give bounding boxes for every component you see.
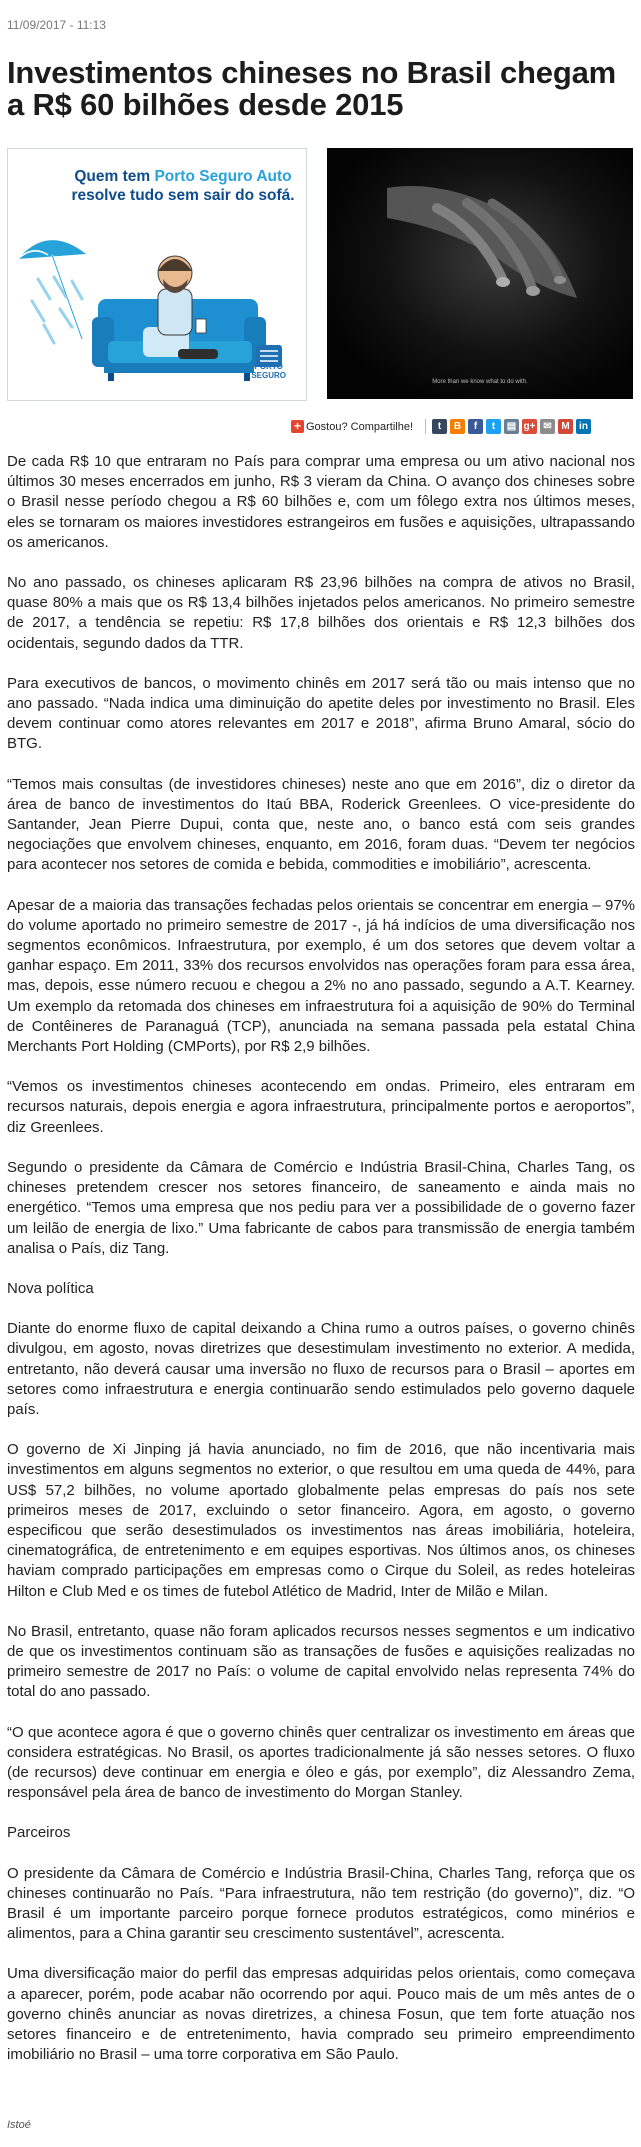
paragraph: No Brasil, entretanto, quase não foram aplicados recursos nesses segmentos e um indicativo de que os investimentos continuam são as transações de fusões e aquisições realizadas no primeiro semestre de 2017 no País: o volume de capital envolvido nelas representa 74% do total do ano passado.: [7, 1622, 635, 1701]
share-bar: [291, 418, 594, 435]
email-icon[interactable]: ✉: [540, 419, 555, 434]
video-player[interactable]: [327, 148, 633, 399]
ad-logo-text: [251, 362, 286, 380]
ad-headline-pre: Quem tem: [74, 168, 155, 185]
googleplus-icon[interactable]: g+: [523, 421, 536, 432]
paragraph: “O que acontece agora é que o governo chinês quer centralizar os investimento em áreas que considera estratégicas. No Brasil, os aportes tradicionalmente já são nesses setores. O fluxo (de recursos) deve continuar em energia e óleo e gás, por exemplo”, diz Alessandro Zema, responsável pela área de banco de investimento do Morgan Stanley.: [7, 1723, 635, 1802]
article-date: 11/09/2017 - 11:13: [7, 18, 106, 32]
share-label[interactable]: Gostou? Compartilhe!: [306, 420, 413, 433]
paragraph: No ano passado, os chineses aplicaram R$ 23,96 bilhões na compra de ativos no Brasil, quase 80% a mais que os R$ 13,4 bilhões injetados pelos americanos. No primeiro semestre de 2017, a tendência se repetiu: R$ 17,8 bilhões dos orientais e R$ 12,3 bilhões dos ocidentais, segundo dados da TTR.: [7, 574, 635, 652]
gmail-icon[interactable]: M: [558, 419, 573, 434]
article-title: Investimentos chineses no Brasil chegam a R$ 60 bilhões desde 2015: [7, 55, 616, 122]
ad-logo-line2: SEGURO: [251, 371, 286, 380]
twitter-icon[interactable]: t: [486, 419, 501, 434]
ad-headline-brand: Porto Seguro Auto: [154, 168, 292, 185]
paragraph: O governo de Xi Jinping já havia anunciado, no fim de 2016, que não incentivaria mais investimentos em alguns segmentos no exterior, o que resultou em uma queda de 44%, para US$ 57,2 bilhões, no volume aportado globalmente pelas empresas do país nos sete primeiros meses de 2017, excluindo o setor financeiro. Agora, em agosto, o governo especificou que serão desestimulados os investimentos nas áreas imobiliária, hoteleira, cinematográfica, de entretenimento e em equipes esportivas. Nos últimos anos, os chineses haviam comprado participações em empresas como o Cirque du Soleil, as redes hoteleiras Hilton e Club Med e os times de futebol Atlético de Madrid, Inter de Milão e Milan.: [7, 1441, 635, 1600]
linkedin-icon[interactable]: in: [576, 419, 591, 434]
video-caption: More than we know what to do with.: [432, 379, 528, 385]
section-heading: Parceiros: [7, 1824, 71, 1842]
paragraph: Diante do enorme fluxo de capital deixando a China rumo a outros países, o governo chinês divulgou, em agosto, novas diretrizes que desestimulam investimento no exterior. A medida, entretanto, não deverá causar uma inversão no fluxo de recursos para o Brasil – aportes em setores como infraestrutura e energia continuarão sendo estimulados pelo governo daquele país.: [7, 1320, 635, 1418]
paragraph: “Temos mais consultas (de investidores chineses) neste ano que em 2016”, diz o diretor da área de banco de investimentos do Itaú BBA, Roderick Greenlees. O vice-presidente do Santander, Jean Pierre Dupui, conta que, neste ano, o banco está com seis grandes negociações que envolvem chineses, enquanto, em 2016, foram duas. “Devem ter negócios para acontecer nos setores de comida e bebida, commodities e imobiliário”, acrescenta.: [7, 775, 635, 874]
paragraph: “Vemos os investimentos chineses acontecendo em ondas. Primeiro, eles entraram em recursos naturais, depois energia e agora infraestrutura, principalmente portos e aeroportos”, diz Greenlees.: [7, 1078, 635, 1136]
print-icon[interactable]: ▤: [504, 419, 519, 434]
ad-logo-line1: PORTO: [254, 362, 283, 371]
paragraph: O presidente da Câmara de Comércio e Indústria Brasil-China, Charles Tang, reforça que os chineses continuarão no País. “Para infraestrutura, não tem restrição (do governo)”, diz. “O Brasil é um importante parceiro porque fornece produtos estratégicos, como minérios e alimentos, para a China garantir seu crescimento sustentável”, acrescenta.: [7, 1864, 635, 1943]
tumblr-icon[interactable]: t: [432, 419, 447, 434]
ad-headline-post: resolve tudo sem sair do sofá.: [71, 187, 295, 204]
advertisement-banner[interactable]: [7, 148, 307, 401]
share-divider: [425, 419, 426, 434]
paragraph: Para executivos de bancos, o movimento chinês em 2017 será tão ou mais intenso que no ano passado. “Nada indica uma diminuição do apetite deles por investimento no Brasil. Eles devem continuar como atores relevantes em 2017 e 2018”, afirma Bruno Amaral, sócio do BTG.: [7, 674, 635, 753]
paragraph: Uma diversificação maior do perfil das empresas adquiridas pelos orientais, como começava a aparecer, porém, pode acabar não ocorrendo por aqui. Pouco mais de um mês antes de o governo chinês anunciar as novas diretrizes, a chinesa Fosun, que tem forte atuação nos setores financeiro e de entretenimento, havia comprado seu primeiro empreendimento imobiliário no Brasil – uma torre corporativa em São Paulo.: [7, 1965, 635, 2064]
facebook-icon[interactable]: f: [468, 419, 483, 434]
article-body: [7, 452, 635, 2085]
blogger-icon[interactable]: B: [450, 419, 465, 434]
paragraph: De cada R$ 10 que entraram no País para comprar uma empresa ou um ativo nacional nos últimos 30 meses encerrados em junho, R$ 3 vieram da China. O avanço dos chineses sobre o Brasil nesse período chegou a R$ 60 bilhões e, com um fôlego extra nos últimos meses, eles se tornaram os maiores investidores estrangeiros em fusões e aquisições, ultrapassando os americanos.: [7, 453, 635, 551]
article-source: Istoé: [7, 2119, 31, 2131]
plus-icon[interactable]: +: [291, 420, 304, 433]
paragraph: Segundo o presidente da Câmara de Comércio e Indústria Brasil-China, Charles Tang, os chineses pretendem crescer nos setores financeiro, de saneamento e ainda mais no energético. “Temos uma empresa que nos pediu para ver a possibilidade de o governo fazer um leilão de energia de lixo.” Uma fabricante de cabos para transmissão de energia também analisa o País, diz Tang.: [7, 1158, 635, 1257]
section-heading: Nova política: [7, 1279, 94, 1297]
paragraph: Apesar de a maioria das transações fechadas pelos orientais se concentrar em energia – 97% do volume aportado no primeiro semestre de 2017 -, já há indícios de uma diversificação nos segmentos econômicos. Infraestrutura, por exemplo, é um dos setores que devem voltar a ganhar espaço. Em 2011, 33% dos recursos envolvidos nas operações foram para essa área, mas, depois, esse número recuou e chegou a 2% no ano passado, segundo a A.T. Kearney. Um exemplo da retomada dos chineses em infraestrutura foi a aquisição de 90% do Terminal de Contêineres de Paranaguá (TCP), anunciada na semana passada pela estatal China Merchants Port Holding (CMPorts), por R$ 2,9 bilhões.: [7, 896, 635, 1056]
video-frame: [327, 148, 633, 399]
